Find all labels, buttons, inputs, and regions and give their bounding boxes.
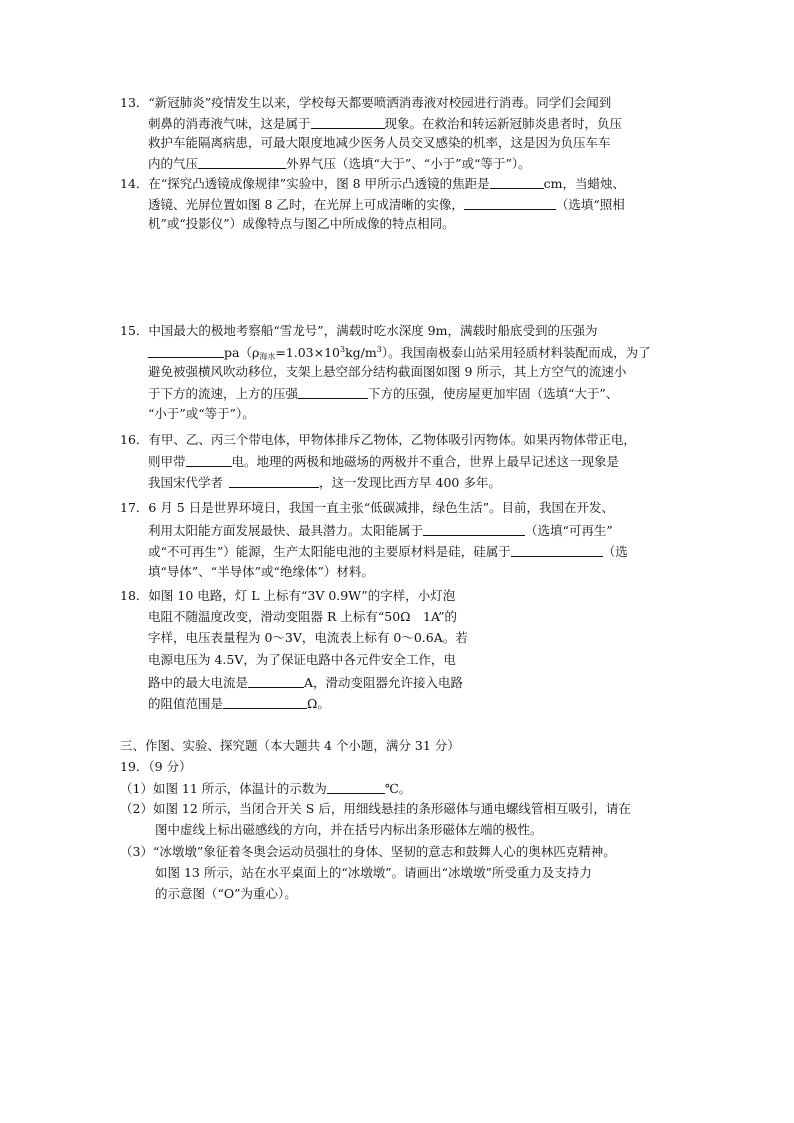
q19-part-2-line-1: （2）如图 12 所示，当闭合开关 S 后，用细线悬挂的条形磁体与通电螺线管相互吸引，请在 bbox=[120, 801, 631, 816]
q19-part-1: （1）如图 11 所示，体温计的示数为 ℃。 bbox=[120, 781, 412, 796]
q18-line-2: 电阻不随温度改变，滑动变阻器 R 上标有“50Ω 1A”的 bbox=[148, 609, 458, 624]
q15-line-3: 避免被强横风吹动移位，支架上悬空部分结构截面图如图 9 所示，其上方空气的流速小 bbox=[148, 364, 627, 379]
q18-line-3: 字样，电压表量程为 0～3V，电流表上标有 0～0.6A。若 bbox=[148, 630, 468, 645]
q13-blank-2[interactable] bbox=[198, 157, 286, 169]
q19-part-3-line-3: 的示意图（“O”为重心）。 bbox=[155, 886, 297, 901]
q13-line-1: 13．“新冠肺炎”疫情发生以来，学校每天都要喷洒消毒液对校园进行消毒。同学们会闻到 bbox=[120, 95, 612, 110]
q15-line-2: $pa(\rho_{海水}=1.03\times 10^3kg/m^3)$。我国南极泰山站采用轻质材料装配而成，为了 bbox=[148, 346, 651, 361]
q14-line-1: 14．在“探究凸透镜成像规律”实验中，图 8 甲所示凸透镜的焦距是 cm，当蜡烛、 bbox=[120, 176, 625, 191]
q19-blank-1[interactable] bbox=[327, 782, 385, 794]
q17-line-3: 或“不可再生”）能源，生产太阳能电池的主要原材料是硅，硅属于 （选 bbox=[148, 544, 628, 559]
q14-line-2: 透镜、光屏位置如图 8 乙时，在光屏上可成清晰的实像， （选填“照相 bbox=[148, 197, 625, 212]
q15-blank-2[interactable] bbox=[298, 387, 368, 399]
q14-line-3: 机”或“投影仪”）成像特点与图乙中所成像的特点相同。 bbox=[148, 216, 455, 231]
q18-blank-1[interactable] bbox=[248, 676, 304, 688]
q16-blank-2[interactable] bbox=[229, 476, 319, 488]
q19-part-3-line-1: （3）“冰墩墩”象征着冬奥会运动员强壮的身体、坚韧的意志和鼓舞人心的奥林匹克精神。 bbox=[120, 844, 616, 859]
q17-line-1: 17．6 月 5 日是世界环境日，我国一直主张“低碳减排，绿色生活”。目前，我国在开发、 bbox=[120, 500, 615, 515]
q19-head: 19．（9 分） bbox=[120, 759, 192, 774]
q16-line-1: 16．有甲、乙、丙三个带电体，甲物体排斥乙物体，乙物体吸引丙物体。如果丙物体带正电， bbox=[120, 432, 636, 447]
q17-line-4: 填“导体”、“半导体”或“绝缘体”）材料。 bbox=[148, 564, 374, 579]
q15-blank-1[interactable] bbox=[148, 346, 224, 358]
q16-line-2: 则甲带 电。地理的两极和地磁场的两极并不重合，世界上最早记述这一现象是 bbox=[148, 454, 620, 469]
q17-blank-1[interactable] bbox=[423, 524, 525, 536]
q15-line-5: “小于”或“等于”）。 bbox=[148, 406, 255, 421]
q15-line-1: 15．中国最大的极地考察船“雪龙号”，满载时吃水深度 9m，满载时船底受到的压强为 bbox=[120, 323, 598, 338]
q16-line-3: 我国宋代学者 ，这一发现比西方早 400 多年。 bbox=[148, 475, 501, 490]
q18-line-4: 电源电压为 4.5V，为了保证电路中各元件安全工作，电 bbox=[148, 652, 456, 667]
q13-line-2: 刺鼻的消毒液气味，这是属于 现象。在救治和转运新冠肺炎患者时，负压 bbox=[148, 116, 623, 131]
q16-blank-1[interactable] bbox=[186, 455, 232, 467]
q19-part-3-line-2: 如图 13 所示，站在水平桌面上的“冰墩墩”。请画出“冰墩墩”所受重力及支持力 bbox=[155, 865, 592, 880]
q14-blank-1[interactable] bbox=[490, 177, 544, 189]
q17-blank-2[interactable] bbox=[511, 545, 603, 557]
q18-line-1: 18．如图 10 电路，灯 L 上标有“3V 0.9W”的字样，小灯泡 bbox=[120, 588, 456, 603]
q18-blank-2[interactable] bbox=[223, 697, 307, 709]
q18-line-5: 路中的最大电流是 A，滑动变阻器允许接入电路 bbox=[148, 675, 464, 690]
q14-blank-2[interactable] bbox=[464, 198, 556, 210]
q18-line-6: 的阻值范围是 Ω。 bbox=[148, 696, 330, 711]
q13-line-3: 救护车能隔离病患，可最大限度地减少医务人员交叉感染的机率，这是因为负压车车 bbox=[148, 135, 611, 150]
q19-part-2-line-2: 图中虚线上标出磁感线的方向，并在括号内标出条形磁体左端的极性。 bbox=[155, 822, 543, 837]
q13-line-4: 内的气压 外界气压（选填“大于”、“小于”或“等于”）。 bbox=[148, 156, 531, 171]
section-3-title: 三、作图、实验、探究题（本大题共 4 个小题，满分 31 分） bbox=[120, 738, 460, 753]
q17-line-2: 利用太阳能方面发展最快、最具潜力。太阳能属于 （选填“可再生” bbox=[148, 523, 613, 538]
q15-line-4: 于下方的流速，上方的压强 下方的压强，使房屋更加牢固（选填“大于”、 bbox=[148, 386, 619, 401]
q13-blank-1[interactable] bbox=[311, 117, 385, 129]
